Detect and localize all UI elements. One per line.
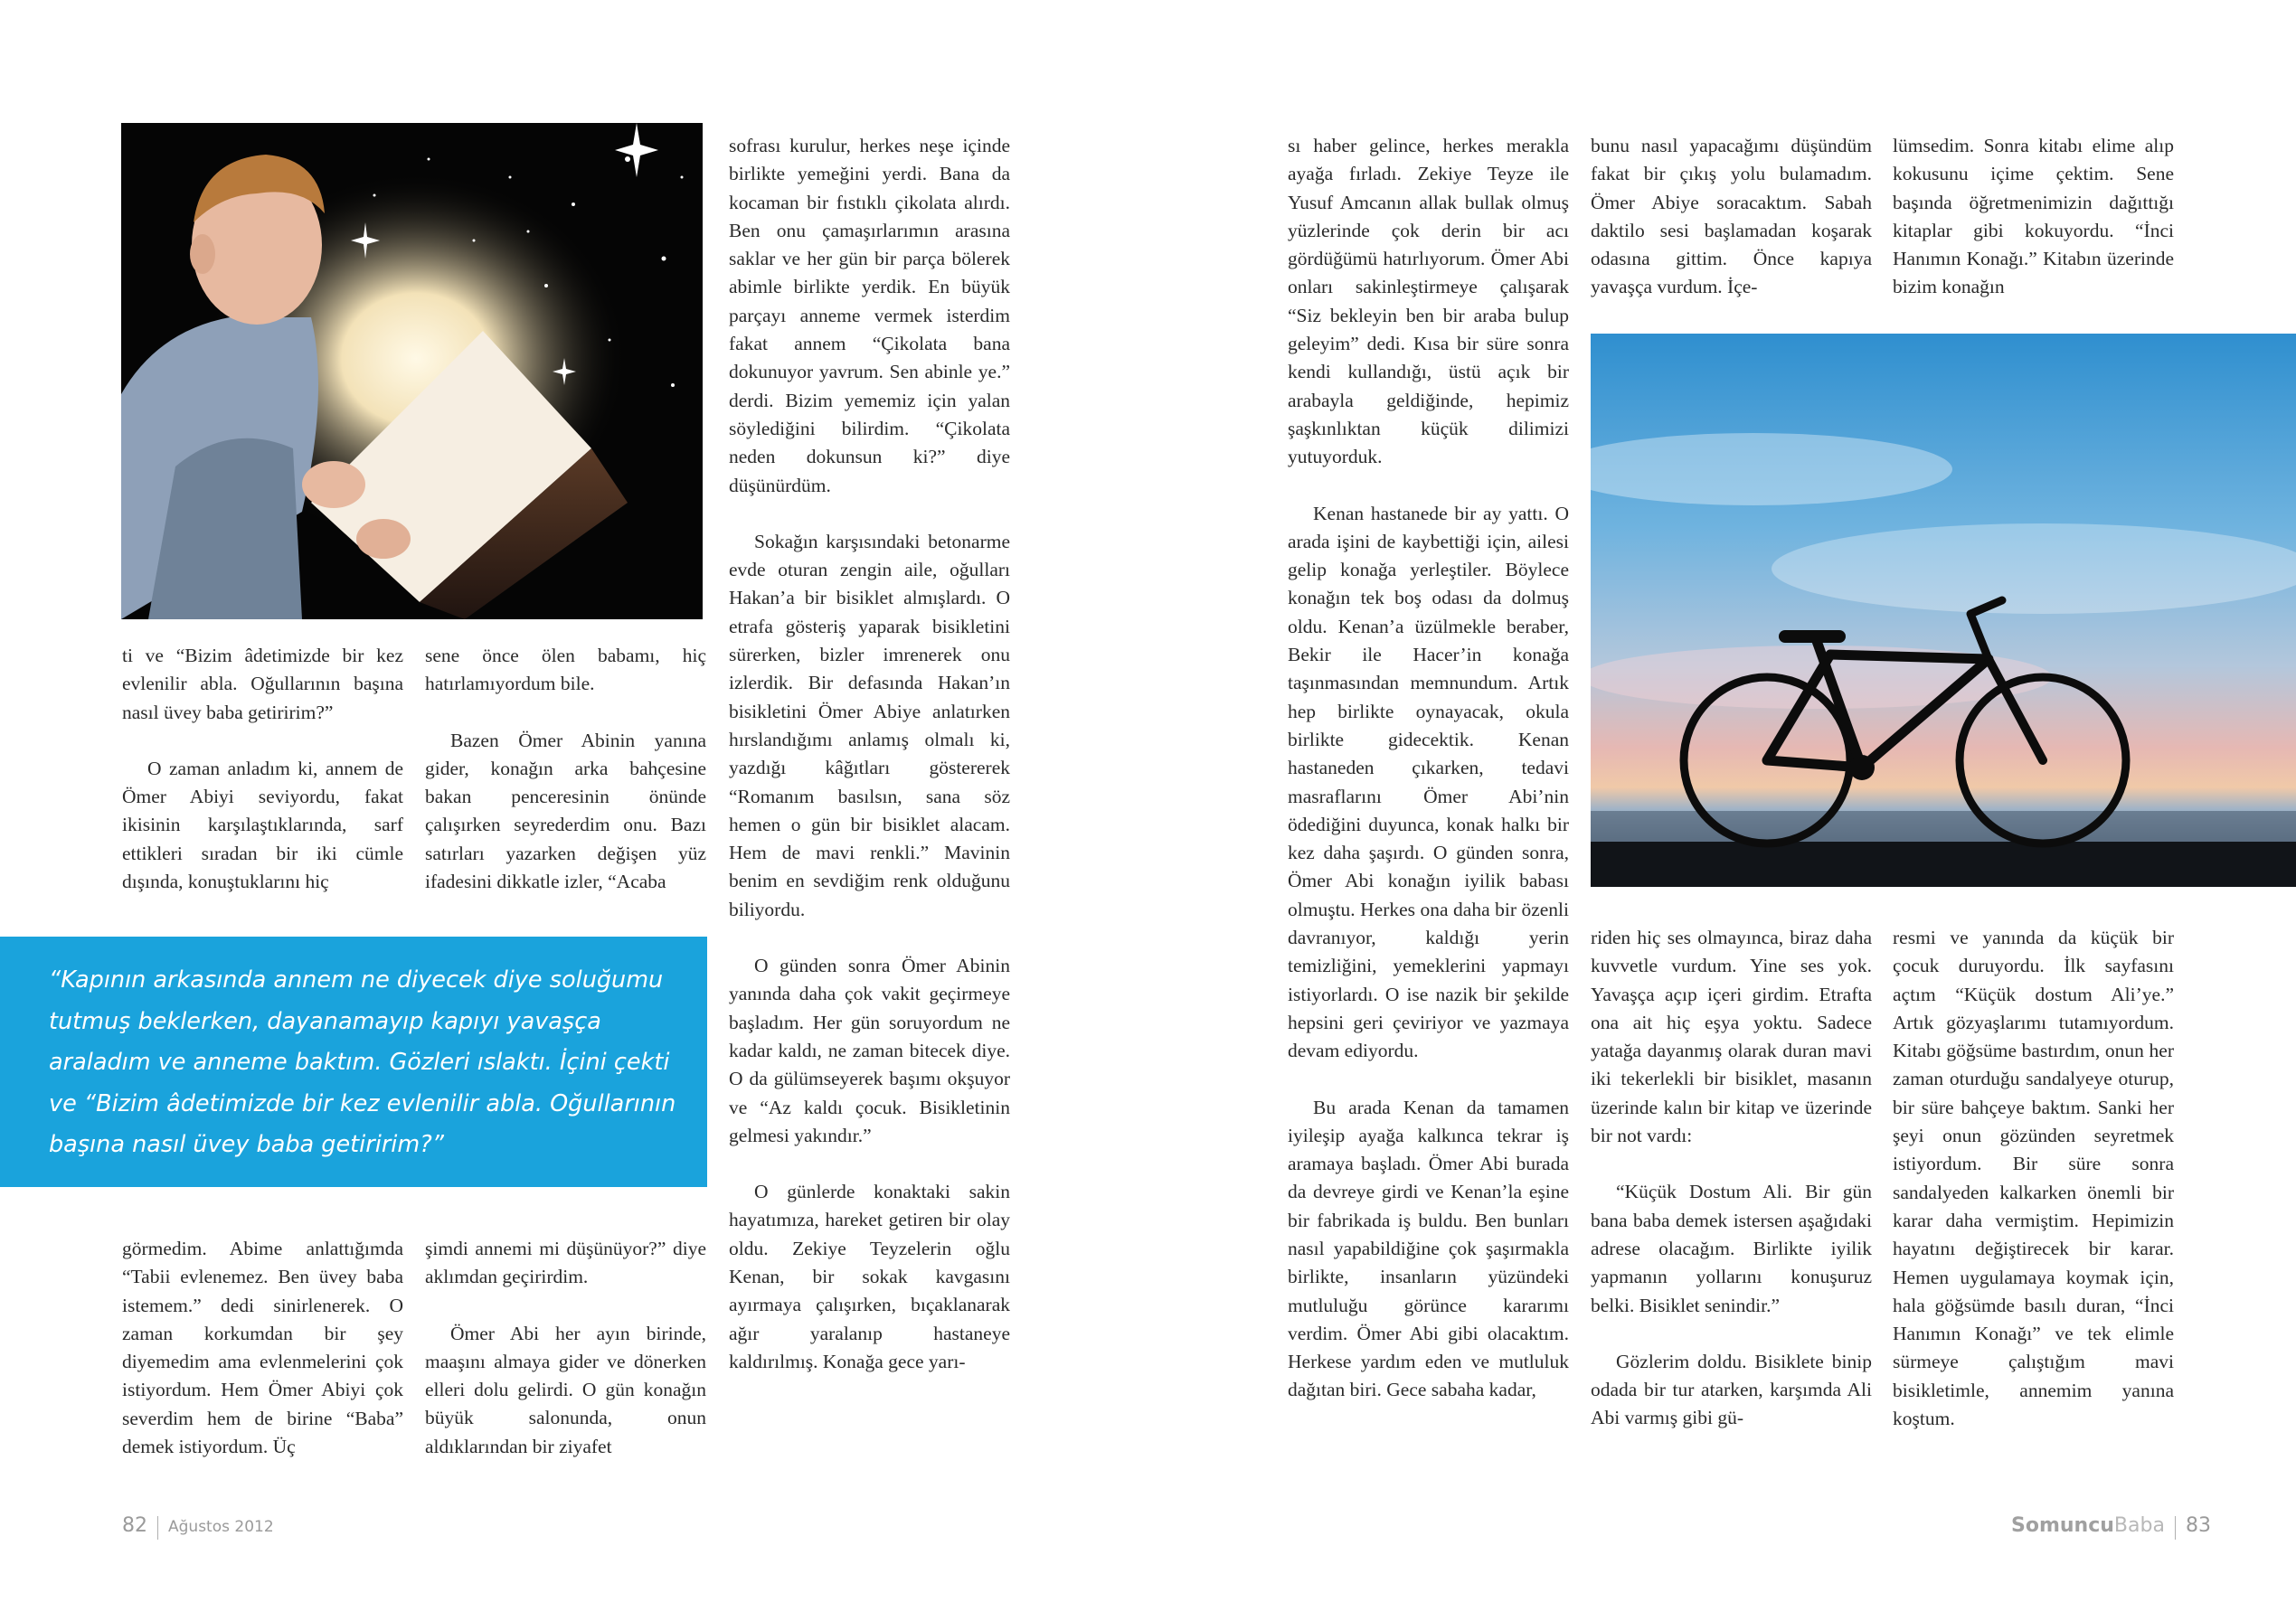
pull-quote-box [0, 937, 707, 1187]
paragraph: şimdi annemi mi düşünüyor?” diye aklımdan geçirirdim. [425, 1238, 706, 1288]
paragraph: bunu nasıl yapacağımı düşündüm fakat bir çıkış yolu bulamadım. Ömer Abiye soracaktım. Sabah daktilo sesi başlamadan koşarak odasına gittim. Önce kapıya yavaşça vurdum. İçe- [1591, 135, 1872, 298]
left-col1-upper [122, 642, 403, 896]
paragraph: sı haber gelince, herkes merakla ayağa fırladı. Zekiye Teyze ile Yusuf Amcanın allak bullak olmuş yüzlerinde çok derin bir acı gördüğümü hatırlıyorum. Ömer Abi onları sakinleştirmeye çalışarak “Siz bekleyin ben bir araba bulup geleyim” dedi. Kısa bir süre sonra kendi kullandığı, üstü açık bir arabayla geldiğinde, hepimiz şaşkınlıktan küçük dilimizi yutuyorduk. [1288, 135, 1569, 468]
right-col6-upper [1893, 132, 2174, 302]
paragraph: Bazen Ömer Abinin yanına gider, konağın arka bahçesine bakan penceresinin önünde çalışırken seyrederdim onu. Bazı satırları yazarken değişen yüz ifadesini dikkatle izler, “Acaba [425, 729, 706, 893]
paragraph: riden hiç ses olmayınca, biraz daha kuvvetle vurdum. Yine ses yok. Yavaşça açıp içeri girdim. Etrafta ona ait hiç eşya yoktu. Sadece yatağa dayanmış olarak duran mavi iki tekerlekli bir bisiklet, masanın üzerinde kalın bir kitap ve üzerinde bir not vardı: [1591, 927, 1872, 1147]
issue-date: Ağustos 2012 [168, 1518, 274, 1536]
right-col5-upper [1591, 132, 1872, 302]
left-col2-upper [425, 642, 706, 896]
divider [2175, 1516, 2176, 1540]
left-col2-lower [425, 1235, 706, 1461]
paragraph: Ömer Abi her ayın birinde, maaşını almaya gider ve dönerken elleri dolu gelirdi. O gün konağın büyük salonunda, onun aldıklarından bir ziyafet [425, 1322, 706, 1457]
paragraph: lümsedim. Sonra kitabı elime alıp kokusunu içime çektim. Sene başında öğretmenimizin dağıttığı kitaplar gibi kokuyordu. “İnci Hanımın Konağı.” Kitabın üzerinde bizim konağın [1893, 135, 2174, 298]
magazine-logo-part2: Baba [2113, 1514, 2165, 1537]
paragraph: O zaman anladım ki, annem de Ömer Abiyi seviyordu, fakat ikisinin karşılaştıklarında, sarf ettikleri sıradan bir iki cümle dışında, konuştuklarını hiç [122, 757, 403, 893]
paragraph: O günden sonra Ömer Abinin yanında daha çok vakit geçirmeye başladım. Her gün soruyordum ne kadar kaldı, ne zaman bitecek diye. O da gülümseyerek başımı okşuyor ve “Az kaldı çocuk. Bisikletinin gelmesi yakındır.” [729, 955, 1010, 1146]
boy-reading-illustration [121, 123, 703, 619]
paragraph: Kenan hastanede bir ay yattı. O arada işini de kaybettiği için, ailesi gelip konağa yerleştiler. Böylece konağın tek boş odası da dolmuş oldu. Kenan’a üzülmekle beraber, Bekir ile Hacer’in konağa taşınmasından memnundum. Artık hep birlikte oynayacak, okula birlikte gidecektik. Kenan hastaneden çıkarken, tedavi masraflarını Ömer Abi’nin ödediğini duyunca, konak halkı bir kez daha şaşırdı. O günden sonra, Ömer Abi konağın iyilik babası olmuştu. Herkes ona daha bir özenli davranıyor, kaldığı yerin temizliğini, yemeklerini yapmayı istiyorlardı. O ise nazik bir şekilde hepsini geri çeviriyor ve yazmaya devam ediyordu. [1288, 502, 1569, 1062]
magazine-logo-part1: Somuncu [2011, 1514, 2114, 1537]
bicycle-sunset-photo [1591, 334, 2296, 887]
bicycle-silhouette-illustration [1591, 334, 2296, 887]
paragraph: “Küçük Dostum Ali. Bir gün bana baba demek istersen aşağıdaki adrese olacağım. Birlikte iyilik yapmanın yollarını konuşuruz belki. Bisiklet senindir.” [1591, 1181, 1872, 1316]
right-col6-lower [1893, 924, 2174, 1433]
page-number: 83 [2185, 1514, 2211, 1537]
left-col3 [729, 132, 1010, 1376]
left-footer [122, 1514, 274, 1540]
boy-reading-book-photo [121, 123, 703, 619]
right-footer [2011, 1514, 2211, 1540]
paragraph: Bu arada Kenan da tamamen iyileşip ayağa kalkınca tekrar iş aramaya başladı. Ömer Abi burada da devreye girdi ve Kenan’la eşine bir fabrikada iş buldu. Ben bunları nasıl yapabildiğine çok şaşırmakla birlikte, insanların yüzündeki mutluluğu görünce kararımı verdim. Ömer Abi gibi olacaktım. Herkese yardım eden ve mutluluk dağıtan biri. Gece sabaha kadar, [1288, 1096, 1569, 1401]
paragraph: Sokağın karşısındaki betonarme evde oturan zengin aile, oğulları Hakan’a bir bisiklet almışlardı. O etrafa gösteriş yaparak bisikletini sürerken, bizler imrenerek onu izlerdik. Bir defasında Hakan’ın bisikletini Ömer Abiye anlatırken hırslandığımı anlamış olmalı ki, yazdığı kâğıtları göstererek “Romanım basılsın, sana söz hemen o gün bir bisiklet alacam. Hem de mavi renkli.” Mavinin benim en sevdiğim renk olduğunu biliyordu. [729, 530, 1010, 920]
divider [157, 1516, 158, 1540]
right-col4 [1288, 132, 1569, 1405]
paragraph: görmedim. Abime anlattığımda “Tabii evlenemez. Ben üvey baba istemem.” dedi sinirlenerek. O zaman korkumdan bir şey diyemedim ama evlenmelerini çok istiyordum. Hem Ömer Abiyi çok severdim hem de birine “Baba” demek istiyordum. Üç [122, 1238, 403, 1458]
paragraph: sofrası kurulur, herkes neşe içinde birlikte yemeğini yerdi. Bana da kocaman bir fıstıklı çikolata alırdı. Ben onu çamaşırlarımın arasına saklar ve her gün bir parça bölerek abimle birlikte yerdik. En büyük parçayı anneme vermek isterdim fakat annem “Çikolata bana dokunuyor yavrum. Sen abinle ye.” derdi. Bizim yememiz için yalan söylediğini bilirdim. “Çikolata neden dokunsun ki?” diye düşünürdüm. [729, 135, 1010, 496]
pull-quote-text: “Kapının arkasında annem ne diyecek diye soluğumu tutmuş beklerken, dayanamayıp kapıyı yavaşça araladım ve anneme baktım. Gözleri ıslaktı. İçini çekti ve “Bizim âdetimizde bir kez evlenilir abla. Oğullarının başına nasıl üvey baba getiririm?” [49, 966, 676, 1158]
page-number: 82 [122, 1514, 147, 1537]
left-col1-lower [122, 1235, 403, 1461]
paragraph: O günlerde konaktaki sakin hayatımıza, hareket getiren bir olay oldu. Zekiye Teyzelerin oğlu Kenan, bir sokak kavgasını ayırmaya çalışırken, bıçaklanarak ağır yaralanıp hastaneye kaldırılmış. Konağa gece yarı- [729, 1181, 1010, 1372]
paragraph: resmi ve yanında da küçük bir çocuk duruyordu. İlk sayfasını açtım “Küçük dostum Ali’ye.” Artık gözyaşlarımı tutamıyordum. Kitabı göğsüme bastırdım, onun her zaman oturduğu sandalyeye oturup, bir süre bahçeye baktım. Sanki her şeyi onun gözünden seyretmek istiyordum. Bir süre sonra sandalyeden kalkarken önemli bir karar daha vermiştim. Hepimizin hayatını değiştirecek bir karar. Hemen uygulamaya koymak için, hala göğsümde basılı duran, “İnci Hanımın Konağı” ve tek elimle sürmeye çalıştığım mavi bisikletimle, annemim yanına koştum. [1893, 927, 2174, 1430]
paragraph: sene önce ölen babamı, hiç hatırlamıyordum bile. [425, 645, 706, 695]
paragraph: ti ve “Bizim âdetimizde bir kez evlenilir abla. Oğullarının başına nasıl üvey baba getiririm?” [122, 645, 403, 723]
paragraph: Gözlerim doldu. Bisiklete binip odada bir tur atarken, karşımda Ali Abi varmış gibi gü- [1591, 1350, 1872, 1429]
right-col5-lower [1591, 924, 1872, 1433]
